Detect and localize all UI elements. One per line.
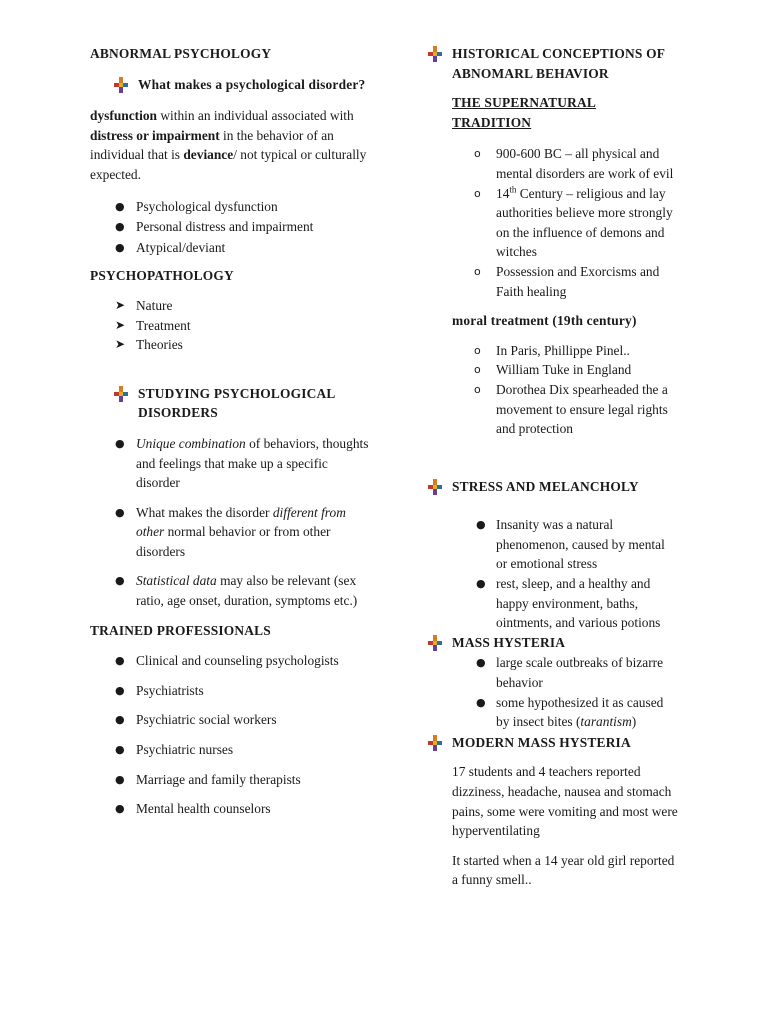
bullet-marker-icon xyxy=(428,479,442,495)
list-item: o Dorothea Dix spearheaded the a movement to ensure legal rights and protection xyxy=(474,381,668,437)
list-item: ➤ Theories xyxy=(115,337,183,353)
mass-hysteria-list xyxy=(428,653,678,731)
list-item: ● Marriage and family therapists xyxy=(115,771,301,787)
right-column xyxy=(428,44,678,890)
list-item: ● Statistical data may also be relevant (sex ratio, age onset, duration, symptoms etc.) xyxy=(115,573,358,609)
list-item: ● some hypothesized it as caused by insect bites (tarantism) xyxy=(476,694,664,730)
list-item: o Possession and Exorcisms and Faith healing xyxy=(474,263,660,299)
trained-heading: TRAINED PROFESSIONALS xyxy=(90,622,271,638)
list-item: ● Psychiatrists xyxy=(115,682,204,698)
list-item: ● Psychological dysfunction xyxy=(115,198,278,214)
question-heading: What makes a psychological disorder? xyxy=(114,75,372,95)
list-item: ➤ Nature xyxy=(115,297,173,313)
modern-mass-hysteria-heading: MODERN MASS HYSTERIA xyxy=(428,733,678,753)
psychopathology-list xyxy=(90,296,372,355)
mass-hysteria-heading: MASS HYSTERIA xyxy=(428,633,678,653)
studying-list xyxy=(90,434,372,611)
list-item: o 900-600 BC – all physical and mental disorders are work of evil xyxy=(474,146,674,181)
list-item: o William Tuke in England xyxy=(474,362,632,378)
list-item: ● Unique combination of behaviors, thoughts and feelings that make up a specific disorder xyxy=(115,435,369,491)
list-item: ● Insanity was a natural phenomenon, caused by mental or emotional stress xyxy=(476,517,665,572)
list-item: ● Psychiatric nurses xyxy=(115,742,234,758)
modern-paragraph-2: It started when a 14 year old girl reported a funny smell.. xyxy=(452,852,675,888)
moral-treatment-heading: moral treatment (19th century) xyxy=(452,313,637,329)
modern-paragraph-1: 17 students and 4 teachers reported dizziness, headache, nausea and stomach pains, some were vomiting and most were hyperventilating xyxy=(452,764,678,839)
list-item: ● Personal distress and impairment xyxy=(115,219,314,235)
psychopathology-heading: PSYCHOPATHOLOGY xyxy=(90,268,234,284)
list-item: ● large scale outbreaks of bizarre behavior xyxy=(476,655,664,691)
list-item: o In Paris, Phillippe Pinel.. xyxy=(474,342,630,358)
list-item: ● Clinical and counseling psychologists xyxy=(115,653,339,669)
professionals-list xyxy=(90,651,372,819)
left-column xyxy=(90,44,372,819)
supernatural-list xyxy=(428,144,678,301)
bullet-marker-icon xyxy=(428,46,442,62)
stress-heading: STRESS AND MELANCHOLY xyxy=(428,477,678,497)
bullet-marker-icon xyxy=(428,635,442,651)
list-item: ● Psychiatric social workers xyxy=(115,712,277,728)
definition-paragraph: dysfunction within an individual associated with distress or impairment in the behavior of an individual that is deviance/ not typical or culturally expected. xyxy=(90,108,367,182)
criteria-list xyxy=(90,197,372,258)
supernatural-heading: THE SUPERNATURAL TRADITION xyxy=(452,95,596,130)
historical-heading: HISTORICAL CONCEPTIONS OF ABNOMARL BEHAVIOR xyxy=(428,44,678,83)
list-item: ● What makes the disorder different from other normal behavior or from other disorders xyxy=(115,504,346,559)
page-title: ABNORMAL PSYCHOLOGY xyxy=(90,46,272,61)
list-item: ● Mental health counselors xyxy=(115,801,271,817)
bullet-marker-icon xyxy=(114,77,128,93)
bullet-marker-icon xyxy=(114,386,128,402)
moral-list xyxy=(428,341,678,439)
studying-heading: STUDYING PSYCHOLOGICAL DISORDERS xyxy=(114,384,372,423)
list-item: o 14th Century – religious and lay authorities believe more strongly on the influence of demons and witches xyxy=(474,184,673,260)
list-item: ● rest, sleep, and a healthy and happy environment, baths, ointments, and various potions xyxy=(476,576,661,631)
bullet-marker-icon xyxy=(428,735,442,751)
list-item: ● Atypical/deviant xyxy=(115,239,226,255)
list-item: ➤ Treatment xyxy=(115,317,191,333)
stress-list xyxy=(428,515,678,633)
